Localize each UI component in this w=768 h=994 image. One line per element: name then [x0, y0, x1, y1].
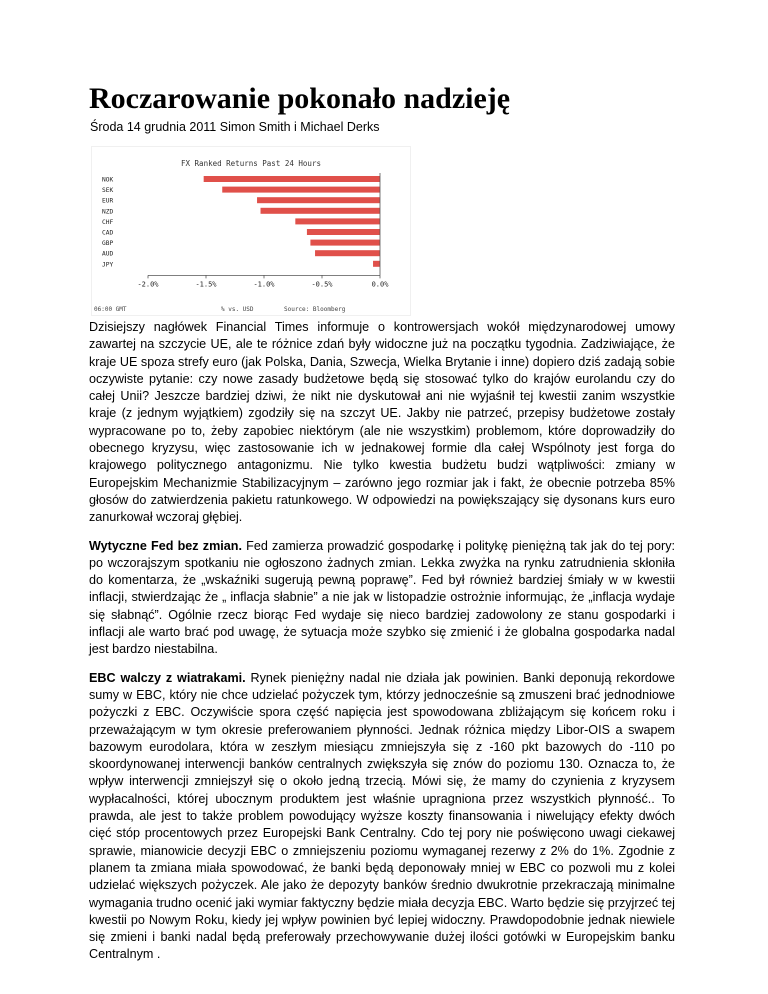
paragraph-3-text: Rynek pieniężny nadal nie działa jak powinien. Banki deponują rekordowe sumy w EBC, który nie chce udzielać pożyczek tym, którzy jednocześnie są zmuszeni brać jednodniowe pożyczki z EBC. Oczywiście spora część napięcia jest spowodowana zbliżającym się końcem roku i przeważającym w tym okresie preferowaniem płynności. Jednak różnica między Libor-OIS a swapem bazowym eurodolara, która w zeszłym miesiącu zmniejszyła się z -160 pkt bazowych do -110 po skoordynowanej interwencji banków centralnych zwiększyła się znów do poziomu 130. Oznacza to, że wpływ interwencji zmniejszył się o około jedną trzecią. Mówi się, że mamy do czynienia z kryzysem wypłacalności, której ubocznym produktem jest właśnie upragniona przez wszystkich płynność.. To prawda, ale jest to także problem powodujący wyższe koszty finansowania i niwelujący efekty dwóch cięć stóp procentowych przez Europejski Bank Centralny. Cdo tej pory nie poświęcono uwagi ciekawej sprawie, mianowicie decyzji EBC o zmniejszeniu poziomu wymaganej rezerwy z 2% do 1%. Zgodnie z planem ta zmiana miała spowodować, że banki będą deponowały mniej w EBC co pozwoli mu z kolei udzielać większych pożyczek. Ale jako że depozyty banków średnio dwukrotnie przekraczają minimalne wymagania trudno ocenić jaki wymiar faktyczny będzie miała decyzja EBC. Warto będzie się przyjrzeć tej kwestii po Nowym Roku, kiedy jej wpływ powinien być lepiej widoczny. Prawdopodobnie jednak niewiele się zmieni i banki nadal będą preferowały przechowywanie dużej ilości gotówki w Europejskim banku Centralnym .: [89, 670, 675, 962]
article-title: Roczarowanie pokonało nadzieję: [89, 82, 511, 115]
fx-returns-chart: [92, 147, 410, 315]
paragraph-3-heading: EBC walczy z wiatrakami.: [89, 670, 246, 685]
chart-category-label: SEK: [102, 187, 114, 195]
chart-bar-jpy: [373, 261, 380, 267]
chart-category-label: EUR: [102, 197, 114, 205]
chart-xlabel: % vs. USD: [221, 306, 254, 313]
chart-bar-aud: [315, 250, 380, 256]
chart-source: Source: Bloomberg: [284, 306, 346, 313]
paragraph-2-text: Fed zamierza prowadzić gospodarkę i politykę pieniężną tak jak do tej pory: po wczorajszym spotkaniu nie ogłoszono żadnych zmian. Lekka zwyżka na rynku zatrudnienia skłoniła do komentarza, że „wskaźniki sugerują pewną poprawę”. Fed był również bardziej śmiały w w kwestii inflacji, stwierdzając że „ inflacja słabnie” a nie jak w listopadzie ostrożnie informując, że „inflacja wydaje się słabnąć”. Ogólnie rzecz biorąc Fed wydaje się nieco bardziej zadowolony ze stanu gospodarki i inflacji ale warto brać pod uwagę, że sytuacja może szybko się zmienić i że globalna gospodarka nadal jest bardzo niestabilna.: [89, 538, 675, 657]
article-paragraph-3: [89, 670, 675, 964]
article-paragraph-2: [89, 538, 675, 659]
chart-category-label: NZD: [102, 208, 114, 216]
chart-bar-sek: [222, 187, 380, 193]
chart-bar-nok: [204, 176, 380, 182]
paragraph-2-heading: Wytyczne Fed bez zmian.: [89, 538, 242, 553]
article-byline: Środa 14 grudnia 2011 Simon Smith i Michael Derks: [90, 120, 380, 134]
chart-category-label: CHF: [102, 218, 114, 226]
article-paragraph-1: [89, 319, 675, 527]
chart-bar-cad: [307, 229, 380, 235]
chart-category-label: CAD: [102, 229, 114, 237]
chart-bar-gbp: [310, 240, 380, 246]
chart-bar-chf: [295, 218, 380, 224]
chart-category-label: NOK: [102, 176, 114, 184]
chart-bars: [102, 176, 380, 268]
chart-x-tick-label: -2.0%: [137, 280, 159, 289]
chart-x-tick-label: -0.5%: [311, 280, 333, 289]
chart-footer-left: 06:00 GMT: [94, 306, 127, 313]
chart-category-label: JPY: [102, 261, 114, 269]
chart-x-tick-label: -1.5%: [195, 280, 217, 289]
chart-category-label: AUD: [102, 250, 114, 258]
chart-category-label: GBP: [102, 240, 114, 248]
article-body: [89, 319, 675, 975]
chart-bar-nzd: [261, 208, 380, 214]
chart-x-tick-label: 0.0%: [371, 280, 389, 289]
chart-bar-eur: [257, 197, 380, 203]
fx-returns-chart-svg: [92, 147, 410, 315]
paragraph-1-text: Dzisiejszy nagłówek Financial Times informuje o kontrowersjach wokół międzynarodowej umowy zawartej na szczycie UE, ale te różnice zdań były widoczne już na początku tygodnia. Zadziwiające, że kraje UE spoza strefy euro (jak Polska, Dania, Szwecja, Wielka Brytanie i inne) dopiero dziś zadają sobie oczywiste pytanie: czy nowe zasady budżetowe będą się stosować tylko do krajów eurolandu czy do całej Unii? Jeszcze bardziej dziwi, że nikt nie dyskutował ani nie wyjaśnił tej kwestii zanim wszystkie kraje (z jednym wyjątkiem) zgodziły się na szczyt UE. Jakby nie patrzeć, przepisy budżetowe zostały wypracowane po to, żeby zapobiec niektórym (ale nie wszystkim) problemom, które doprowadziły do obecnego kryzysu, więc zastosowanie ich w jednakowej formie dla całej Wspólnoty jest forga do krajowego politycznego antagonizmu. Nie tylko kwestia budżetu budzi wątpliwości: zmiany w Europejskim Mechanizmie Stabilizacyjnym – zarówno jego rozmiar jak i fakt, że obecnie potrzeba 85% głosów do zatwierdzenia pakietu ratunkowego. W odpowiedzi na powiększający się dysonans kurs euro zanurkował wczoraj głębiej.: [89, 320, 675, 525]
chart-title: FX Ranked Returns Past 24 Hours: [181, 159, 321, 168]
chart-x-tick-label: -1.0%: [253, 280, 275, 289]
